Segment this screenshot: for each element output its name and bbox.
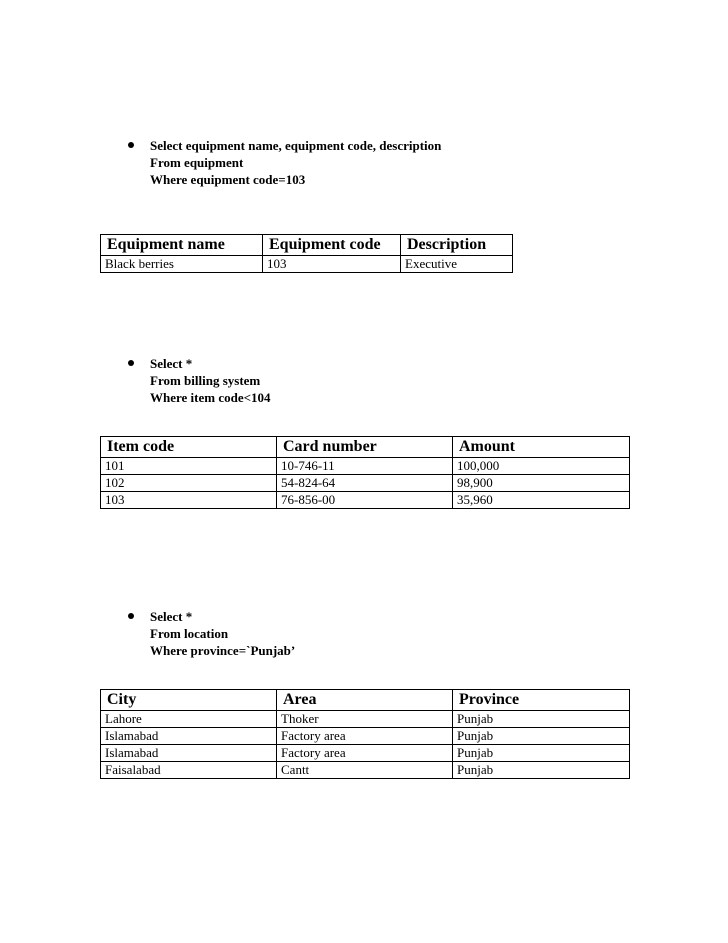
query-line: From equipment: [150, 155, 244, 170]
column-header: Equipment name: [101, 235, 263, 256]
table-cell: Cantt: [277, 762, 453, 779]
table-cell: 35,960: [453, 492, 630, 509]
table-cell: 101: [101, 458, 277, 475]
column-header: Area: [277, 690, 453, 711]
bullet-icon: [128, 142, 134, 148]
table-cell: 54-824-64: [277, 475, 453, 492]
table-cell: Factory area: [277, 745, 453, 762]
table-cell: 76-856-00: [277, 492, 453, 509]
billing-table: [100, 436, 630, 509]
table-row: [101, 728, 630, 745]
table-header-row: [101, 437, 630, 458]
query-line: Select *: [150, 609, 193, 624]
table-cell: 102: [101, 475, 277, 492]
column-header: Equipment code: [263, 235, 401, 256]
table-cell: Factory area: [277, 728, 453, 745]
equipment-table: [100, 234, 513, 273]
column-header: Province: [453, 690, 630, 711]
table-cell: Islamabad: [101, 728, 277, 745]
table-cell: Faisalabad: [101, 762, 277, 779]
table-cell: Punjab: [453, 762, 630, 779]
table-cell: 98,900: [453, 475, 630, 492]
table-row: [101, 492, 630, 509]
table-cell: Punjab: [453, 711, 630, 728]
column-header: City: [101, 690, 277, 711]
table-row: [101, 458, 630, 475]
table-cell: Punjab: [453, 728, 630, 745]
table-row: [101, 745, 630, 762]
table-cell: Islamabad: [101, 745, 277, 762]
table-header-row: [101, 690, 630, 711]
table-row: [101, 256, 513, 273]
table-cell: 100,000: [453, 458, 630, 475]
table-header-row: [101, 235, 513, 256]
table-cell: Black berries: [101, 256, 263, 273]
table-row: [101, 762, 630, 779]
bullet-icon: [128, 360, 134, 366]
query-line: Where equipment code=103: [150, 172, 306, 187]
table-cell: 103: [263, 256, 401, 273]
table-cell: 103: [101, 492, 277, 509]
column-header: Description: [401, 235, 513, 256]
query-line: From location: [150, 626, 229, 641]
table-cell: 10-746-11: [277, 458, 453, 475]
column-header: Amount: [453, 437, 630, 458]
query-line: Where province=`Punjab’: [150, 643, 296, 658]
query-line: Select equipment name, equipment code, description: [150, 138, 442, 153]
location-table: [100, 689, 630, 779]
query-line: Select *: [150, 356, 193, 371]
query-line: From billing system: [150, 373, 261, 388]
bullet-icon: [128, 613, 134, 619]
table-row: [101, 475, 630, 492]
table-cell: Executive: [401, 256, 513, 273]
column-header: Item code: [101, 437, 277, 458]
table-cell: Thoker: [277, 711, 453, 728]
column-header: Card number: [277, 437, 453, 458]
query-line: Where item code<104: [150, 390, 271, 405]
table-row: [101, 711, 630, 728]
table-cell: Lahore: [101, 711, 277, 728]
table-cell: Punjab: [453, 745, 630, 762]
